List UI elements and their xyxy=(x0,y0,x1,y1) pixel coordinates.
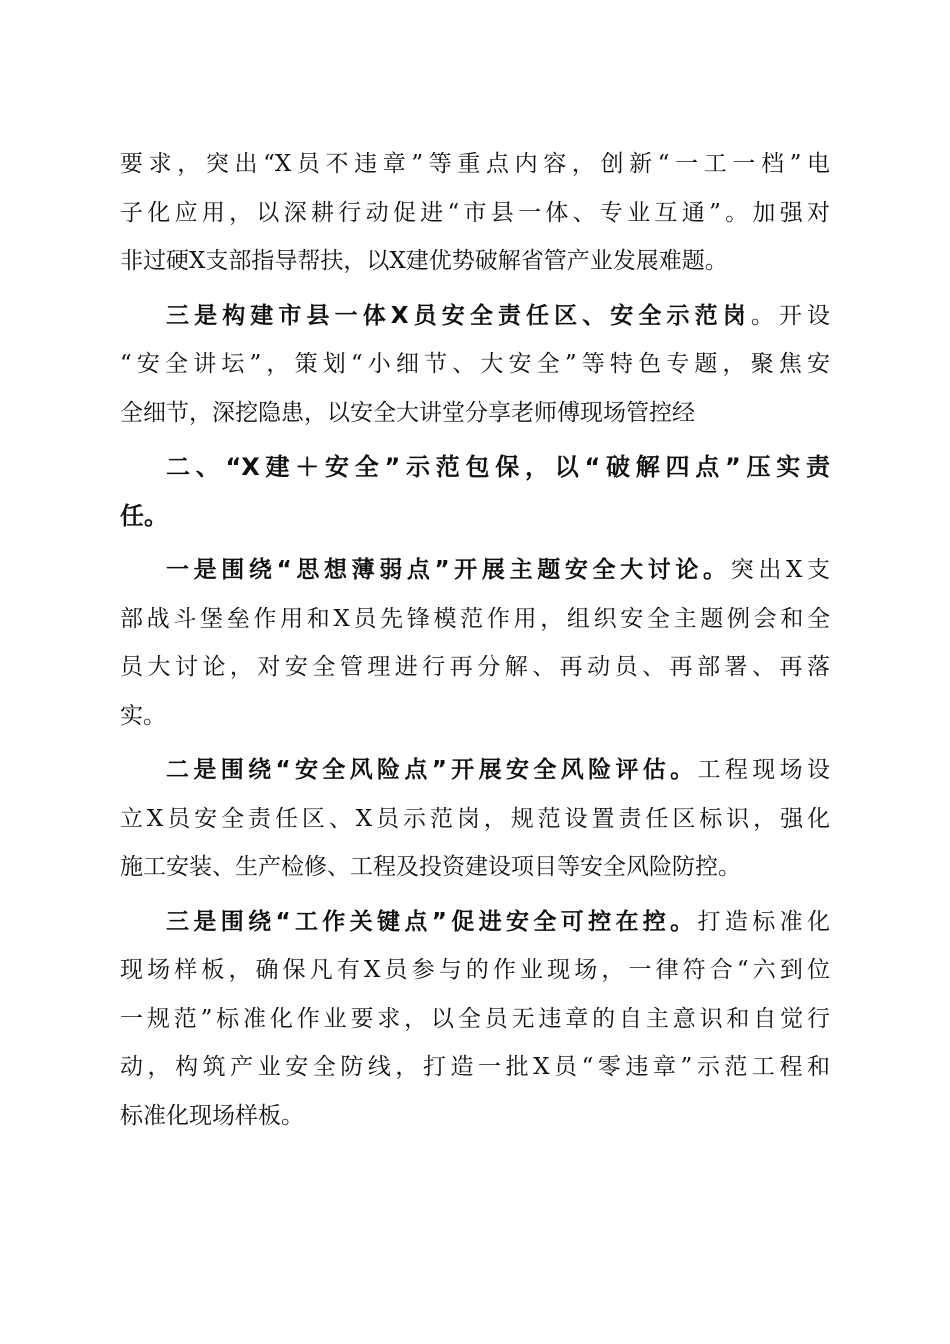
line-rest: 工程现场设 xyxy=(697,757,831,783)
line-rest: 。开设 xyxy=(750,302,831,329)
line-rest: 突出X支 xyxy=(730,557,831,583)
paragraph-line: 立X员安全责任区、X员示范岗，规范设置责任区标识，强化 xyxy=(120,805,830,832)
paragraph-line: 实。 xyxy=(120,702,166,729)
paragraph-3 xyxy=(120,546,830,740)
paragraph-1 xyxy=(120,140,830,286)
bold-lead: 二是围绕“安全风险点”开展安全风险评估。 xyxy=(166,757,698,783)
bold-lead: 三是围绕“工作关键点”促进安全可控在控。 xyxy=(166,908,698,935)
section-heading-line: 任。 xyxy=(120,501,168,530)
paragraph-first-line xyxy=(120,292,830,341)
paragraph-first-line xyxy=(120,546,830,595)
paragraph-line: 非过硬X支部指导帮扶，以X建优势破解省管产业发展难题。 xyxy=(120,248,728,274)
bold-lead: 三是构建市县一体X员安全责任区、安全示范岗 xyxy=(166,302,751,329)
paragraph-line: 要求，突出“X员不违章”等重点内容，创新“一工一档”电 xyxy=(120,151,830,177)
paragraph-5 xyxy=(120,898,830,1141)
paragraph-first-line xyxy=(120,898,830,947)
paragraph-first-line xyxy=(120,746,830,795)
document-page xyxy=(120,140,830,1140)
paragraph-line: 施工安装、生产检修、工程及投资建设项目等安全风险防控。 xyxy=(120,854,741,880)
paragraph-line: 员大讨论，对安全管理进行再分解、再动员、再部署、再落 xyxy=(120,654,830,680)
paragraph-line: 部战斗堡垒作用和X员先锋模范作用，组织安全主题例会和全 xyxy=(120,605,830,632)
paragraph-2 xyxy=(120,292,830,438)
line-rest: 打造标准化 xyxy=(697,908,831,935)
paragraph-line: 标准化现场样板。 xyxy=(120,1102,304,1129)
paragraph-4 xyxy=(120,746,830,892)
paragraph-line: 全细节，深挖隐患，以安全大讲堂分享老师傅现场管控经 xyxy=(120,399,695,426)
paragraph-line: “安全讲坛”，策划“小细节、大安全”等特色专题，聚焦安 xyxy=(120,351,830,377)
section-heading xyxy=(120,443,830,540)
bold-lead: 一是围绕“思想薄弱点”开展主题安全大讨论。 xyxy=(166,557,731,583)
section-heading-line: 二、“X建＋安全”示范包保，以“破解四点”压实责 xyxy=(166,453,830,481)
paragraph-line: 子化应用，以深耕行动促进“市县一体、专业互通”。加强对 xyxy=(120,199,830,226)
paragraph-line: 一规范”标准化作业要求，以全员无违章的自主意识和自觉行 xyxy=(120,1005,830,1032)
paragraph-line: 现场样板，确保凡有X员参与的作业现场，一律符合“六到位 xyxy=(120,957,830,983)
paragraph-line: 动，构筑产业安全防线，打造一批X员“零违章”示范工程和 xyxy=(120,1054,830,1080)
